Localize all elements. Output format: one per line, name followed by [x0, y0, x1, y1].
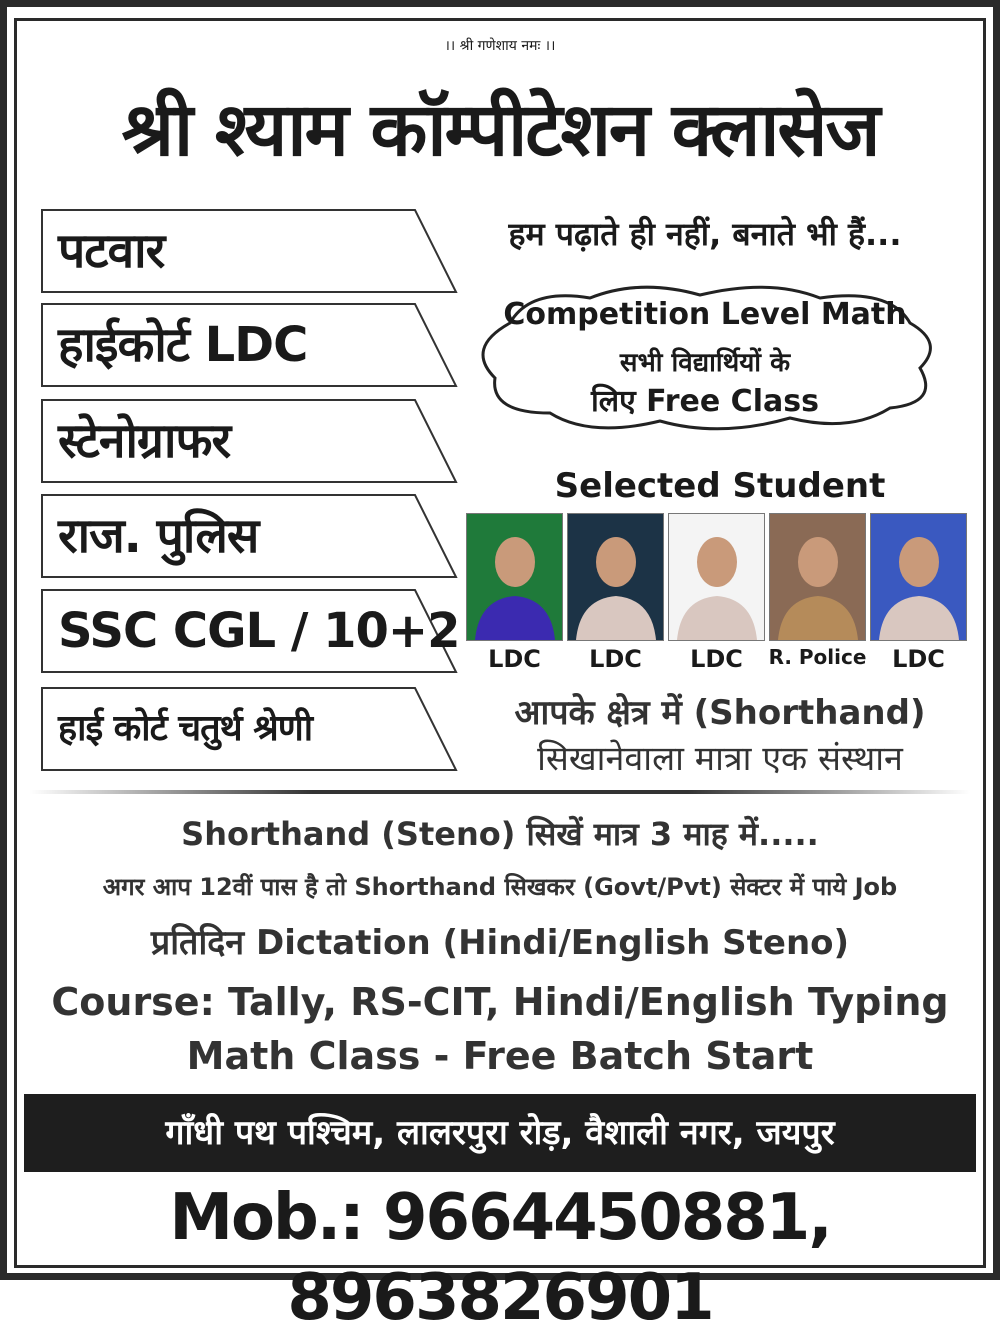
student-post-label: LDC	[690, 645, 743, 673]
student-photo	[567, 513, 664, 641]
person-silhouette-icon	[770, 514, 865, 640]
student-post-label: LDC	[589, 645, 642, 673]
student-post-label: R. Police	[768, 645, 867, 669]
selected-student-heading: Selected Student	[554, 466, 886, 506]
info-line-5: Math Class - Free Batch Start	[186, 1034, 814, 1078]
info-line-2: अगर आप 12वीं पास है तो Shorthand सिखकर (Govt/Pvt) सेक्टर में पाये Job	[102, 873, 898, 901]
student-photo	[466, 513, 563, 641]
course-label: राज. पुलिस	[58, 508, 259, 564]
course-label: स्टेनोग्राफर	[58, 413, 231, 469]
divider	[30, 790, 970, 794]
info-line-4: Course: Tally, RS-CIT, Hindi/English Typing	[51, 980, 949, 1024]
student-post-label: LDC	[892, 645, 945, 673]
person-silhouette-icon	[568, 514, 663, 640]
student-photo	[668, 513, 765, 641]
course-label: हाई कोर्ट चतुर्थ श्रेणी	[58, 708, 313, 749]
course-label: हाईकोर्ट LDC	[58, 317, 308, 373]
person-silhouette-icon	[669, 514, 764, 640]
tagline: हम पढ़ाते ही नहीं, बनाते भी हैं...	[508, 215, 902, 253]
course-box	[40, 208, 460, 294]
course-label: SSC CGL / 10+2	[58, 603, 460, 659]
info-line-1: Shorthand (Steno) सिखें मात्र 3 माह में.....	[181, 815, 819, 853]
mobile-numbers: Mob.: 9664450881, 8963826901	[169, 1181, 831, 1335]
course-box	[40, 302, 460, 388]
institute-title: श्री श्याम कॉम्पीटेशन क्लासेज	[121, 87, 879, 173]
free-class-cloud	[470, 283, 940, 433]
info-line-3: प्रतिदिन Dictation (Hindi/English Steno)	[150, 923, 850, 963]
course-label: पटवार	[58, 223, 165, 279]
shorthand-line-2: सिखानेवाला मात्रा एक संस्थान	[537, 739, 903, 779]
cloud-line-1: Competition Level Math	[503, 297, 907, 332]
address-band: गाँधी पथ पश्चिम, लालरपुरा रोड़, वैशाली नगर, जयपुर	[24, 1094, 976, 1172]
course-box	[40, 686, 460, 772]
person-silhouette-icon	[467, 514, 562, 640]
person-silhouette-icon	[871, 514, 966, 640]
student-photo	[769, 513, 866, 641]
cloud-line-2: सभी विद्यार्थियों के	[619, 348, 791, 378]
blessing-text: ।। श्री गणेशाय नमः ।।	[444, 38, 556, 54]
course-box	[40, 588, 460, 674]
student-post-label: LDC	[488, 645, 541, 673]
course-box	[40, 398, 460, 484]
student-photo	[870, 513, 967, 641]
shorthand-line-1: आपके क्षेत्र में (Shorthand)	[514, 693, 926, 733]
course-box	[40, 493, 460, 579]
cloud-line-3: लिए Free Class	[591, 384, 819, 419]
